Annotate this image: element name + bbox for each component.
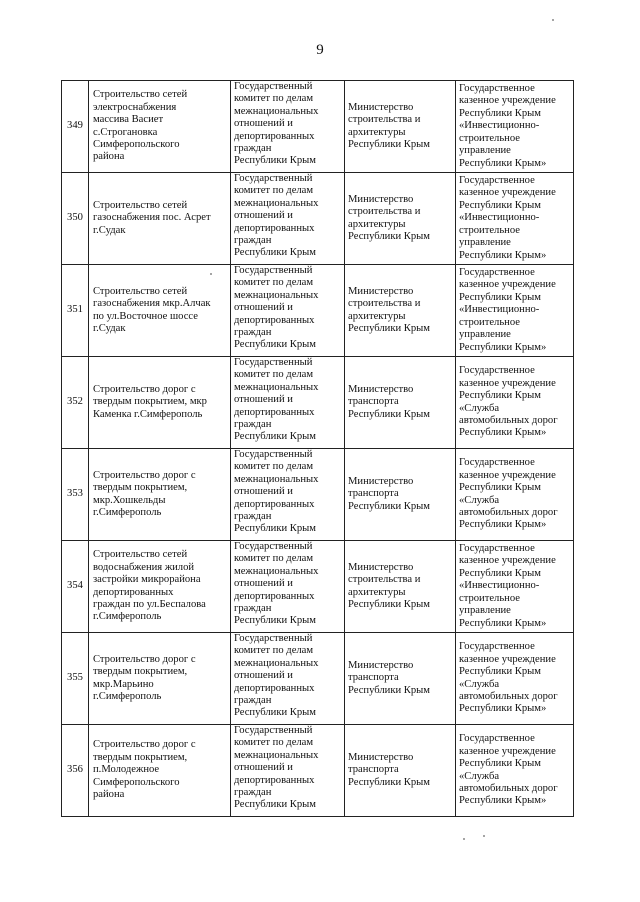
cell-text-line: Республики Крым <box>234 523 316 535</box>
cell-text-line: граждан по ул.Беспалова <box>93 598 206 610</box>
cell-text-line: строительства и <box>348 114 421 126</box>
cell-text-line: архитектуры <box>348 126 406 138</box>
cell-text-line: казенное учреждение <box>459 555 556 567</box>
cell-text-line: Республики Крым» <box>459 427 547 439</box>
cell-text-line: казенное учреждение <box>459 469 556 481</box>
row-number-cell: 353 <box>62 449 89 541</box>
cell-text-line: Министерство <box>348 659 414 671</box>
cell-text-line: Строительство дорог с <box>93 739 196 751</box>
cell-text-line: граждан <box>234 327 272 339</box>
executor-cell <box>456 449 574 541</box>
cell-text-line: Строительство сетей <box>93 89 188 101</box>
cell-text-line: казенное учреждение <box>459 377 556 389</box>
cell-text-line: Министерство <box>348 193 414 205</box>
cell-text-line: «Инвестиционно- <box>459 580 540 592</box>
cell-text-line: депортированных <box>234 314 315 326</box>
cell-text-line: Государственное <box>459 83 535 95</box>
customer-cell <box>231 725 345 817</box>
cell-text-line: Республики Крым <box>459 567 541 579</box>
cell-text-line: депортированных <box>234 222 315 234</box>
cell-text-line: архитектуры <box>348 218 406 230</box>
customer-cell <box>231 449 345 541</box>
cell-text-line: Республики Крым <box>459 666 541 678</box>
cell-text-line: строительства и <box>348 574 421 586</box>
cell-text-line: твердым покрытием, <box>93 482 188 494</box>
cell-text-line: Министерство <box>348 101 414 113</box>
table-body <box>62 81 574 817</box>
cell-text-line: г.Судак <box>93 322 126 334</box>
table-row <box>62 173 574 265</box>
cell-text-line: межнациональных <box>234 657 319 669</box>
cell-text-line: транспорта <box>348 488 399 500</box>
cell-text-line: Республики Крым <box>234 339 316 351</box>
cell-text-line: депортированных <box>234 130 315 142</box>
cell-text-line: мкр.Хошкельды <box>93 494 166 506</box>
cell-text-line: застройки микрорайона <box>93 574 201 586</box>
cell-text-line: межнациональных <box>234 105 319 117</box>
cell-text-line: Государственный <box>234 173 313 184</box>
row-number-cell: 356 <box>62 725 89 817</box>
cell-text-line: отношений и <box>234 118 293 130</box>
cell-text-line: комитет по делам <box>234 645 314 657</box>
table-row <box>62 633 574 725</box>
cell-text-line: Республики Крым <box>459 291 541 303</box>
cell-text-line: управление <box>459 329 511 341</box>
cell-text-line: комитет по делам <box>234 93 314 105</box>
cell-text-line: комитет по делам <box>234 185 314 197</box>
cell-text-line: межнациональных <box>234 565 319 577</box>
cell-text-line: межнациональных <box>234 749 319 761</box>
cell-text-line: Государственный <box>234 633 313 644</box>
scan-speck <box>552 19 554 21</box>
cell-text-line: строительное <box>459 224 520 236</box>
executor-cell <box>456 265 574 357</box>
cell-text-line: Строительство сетей <box>93 549 188 561</box>
cell-text-line: комитет по делам <box>234 553 314 565</box>
object-cell <box>89 357 231 449</box>
executor-cell <box>456 173 574 265</box>
cell-text-line: Республики Крым <box>459 390 541 402</box>
cell-text-line: Республики Крым <box>234 155 316 167</box>
cell-text-line: «Служба <box>459 494 500 506</box>
cell-text-line: строительное <box>459 316 520 328</box>
cell-text-line: управление <box>459 145 511 157</box>
cell-text-line: Государственный <box>234 81 313 92</box>
cell-text-line: Республики Крым <box>234 247 316 259</box>
cell-text-line: «Инвестиционно- <box>459 304 540 316</box>
cell-text-line: депортированных <box>234 406 315 418</box>
cell-text-line: Республики Крым <box>348 776 430 788</box>
ministry-cell <box>345 173 456 265</box>
cell-text-line: Государственный <box>234 541 313 552</box>
cell-text-line: отношений и <box>234 486 293 498</box>
cell-text-line: Республики Крым <box>348 500 430 512</box>
cell-text-line: управление <box>459 237 511 249</box>
cell-text-line: Республики Крым» <box>459 519 547 531</box>
cell-text-line: Государственный <box>234 449 313 460</box>
cell-text-line: Республики Крым» <box>459 703 547 715</box>
cell-text-line: Симферопольского <box>93 776 180 788</box>
cell-text-line: Государственный <box>234 725 313 736</box>
cell-text-line: Министерство <box>348 475 414 487</box>
cell-text-line: отношений и <box>234 302 293 314</box>
cell-text-line: Республики Крым <box>234 615 316 627</box>
cell-text-line: Министерство <box>348 383 414 395</box>
cell-text-line: Республики Крым <box>234 431 316 443</box>
ministry-cell <box>345 265 456 357</box>
cell-text-line: Республики Крым <box>348 230 430 242</box>
table-row <box>62 357 574 449</box>
cell-text-line: комитет по делам <box>234 369 314 381</box>
cell-text-line: твердым покрытием, мкр <box>93 396 207 408</box>
cell-text-line: г.Симферополь <box>93 611 162 623</box>
object-cell <box>89 541 231 633</box>
row-number-cell: 349 <box>62 81 89 173</box>
object-cell <box>89 449 231 541</box>
cell-text-line: г.Симферополь <box>93 506 162 518</box>
cell-text-line: межнациональных <box>234 289 319 301</box>
cell-text-line: Государственное <box>459 457 535 469</box>
cell-text-line: архитектуры <box>348 310 406 322</box>
cell-text-line: отношений и <box>234 394 293 406</box>
cell-text-line: Республики Крым <box>459 482 541 494</box>
cell-text-line: отношений и <box>234 210 293 222</box>
cell-text-line: строительства и <box>348 206 421 218</box>
cell-text-line: казенное учреждение <box>459 745 556 757</box>
ministry-cell <box>345 357 456 449</box>
cell-text-line: транспорта <box>348 396 399 408</box>
row-number-cell: 352 <box>62 357 89 449</box>
cell-text-line: Республики Крым <box>348 408 430 420</box>
cell-text-line: граждан <box>234 695 272 707</box>
object-cell <box>89 265 231 357</box>
cell-text-line: Министерство <box>348 751 414 763</box>
cell-text-line: отношений и <box>234 670 293 682</box>
cell-text-line: Министерство <box>348 285 414 297</box>
ministry-cell <box>345 633 456 725</box>
table-row <box>62 725 574 817</box>
executor-cell <box>456 633 574 725</box>
cell-text-line: отношений и <box>234 578 293 590</box>
cell-text-line: г.Симферополь <box>93 690 162 702</box>
scan-speck <box>483 835 485 837</box>
cell-text-line: Республики Крым» <box>459 617 547 629</box>
cell-text-line: по ул.Восточное шоссе <box>93 310 198 322</box>
cell-text-line: казенное учреждение <box>459 279 556 291</box>
cell-text-line: Министерство <box>348 561 414 573</box>
cell-text-line: Республики Крым <box>459 107 541 119</box>
scan-speck <box>463 838 465 840</box>
customer-cell <box>231 173 345 265</box>
cell-text-line: управление <box>459 605 511 617</box>
cell-text-line: граждан <box>234 511 272 523</box>
cell-text-line: мкр.Марьино <box>93 678 154 690</box>
cell-text-line: твердым покрытием, <box>93 666 188 678</box>
table-row <box>62 265 574 357</box>
cell-text-line: Республики Крым» <box>459 341 547 353</box>
cell-text-line: района <box>93 151 125 163</box>
cell-text-line: автомобильных дорог <box>459 506 558 518</box>
cell-text-line: архитектуры <box>348 586 406 598</box>
cell-text-line: Государственный <box>234 265 313 276</box>
cell-text-line: граждан <box>234 143 272 155</box>
cell-text-line: Государственное <box>459 175 535 187</box>
cell-text-line: депортированных <box>234 774 315 786</box>
object-cell <box>89 633 231 725</box>
cell-text-line: граждан <box>234 603 272 615</box>
cell-text-line: массива Васиет <box>93 114 164 126</box>
cell-text-line: транспорта <box>348 764 399 776</box>
cell-text-line: автомобильных дорог <box>459 782 558 794</box>
cell-text-line: Республики Крым» <box>459 795 547 807</box>
cell-text-line: комитет по делам <box>234 737 314 749</box>
row-number-cell: 350 <box>62 173 89 265</box>
table-row <box>62 541 574 633</box>
cell-text-line: электроснабжения <box>93 101 177 113</box>
cell-text-line: казенное учреждение <box>459 187 556 199</box>
cell-text-line: Республики Крым <box>348 322 430 334</box>
cell-text-line: межнациональных <box>234 473 319 485</box>
cell-text-line: Строительство сетей <box>93 285 188 297</box>
cell-text-line: Государственное <box>459 267 535 279</box>
customer-cell <box>231 633 345 725</box>
executor-cell <box>456 541 574 633</box>
customer-cell <box>231 357 345 449</box>
cell-text-line: Государственное <box>459 543 535 555</box>
cell-text-line: Республики Крым <box>234 707 316 719</box>
row-number-cell: 355 <box>62 633 89 725</box>
ministry-cell <box>345 81 456 173</box>
cell-text-line: Каменка г.Симферополь <box>93 408 203 420</box>
cell-text-line: Государственное <box>459 365 535 377</box>
cell-text-line: Симферопольского <box>93 138 180 150</box>
cell-text-line: твердым покрытием, <box>93 751 188 763</box>
row-number-cell: 351 <box>62 265 89 357</box>
cell-text-line: строительное <box>459 592 520 604</box>
cell-text-line: межнациональных <box>234 197 319 209</box>
registry-table <box>61 80 574 817</box>
customer-cell <box>231 541 345 633</box>
cell-text-line: Республики Крым <box>348 684 430 696</box>
cell-text-line: п.Молодежное <box>93 764 160 776</box>
cell-text-line: Республики Крым <box>348 598 430 610</box>
cell-text-line: Строительство дорог с <box>93 653 196 665</box>
cell-text-line: граждан <box>234 419 272 431</box>
cell-text-line: с.Строгановка <box>93 126 158 138</box>
cell-text-line: депортированных <box>234 498 315 510</box>
cell-text-line: Республики Крым <box>459 758 541 770</box>
cell-text-line: казенное учреждение <box>459 95 556 107</box>
cell-text-line: граждан <box>234 235 272 247</box>
cell-text-line: Республики Крым» <box>459 249 547 261</box>
cell-text-line: Строительство дорог с <box>93 469 196 481</box>
row-number-cell: 354 <box>62 541 89 633</box>
cell-text-line: «Служба <box>459 770 500 782</box>
cell-text-line: депортированных <box>93 586 174 598</box>
cell-text-line: межнациональных <box>234 381 319 393</box>
executor-cell <box>456 357 574 449</box>
customer-cell <box>231 81 345 173</box>
customer-cell <box>231 265 345 357</box>
cell-text-line: Строительство дорог с <box>93 383 196 395</box>
cell-text-line: Государственное <box>459 641 535 653</box>
cell-text-line: депортированных <box>234 590 315 602</box>
cell-text-line: Республики Крым» <box>459 157 547 169</box>
cell-text-line: «Инвестиционно- <box>459 212 540 224</box>
cell-text-line: Республики Крым <box>459 199 541 211</box>
cell-text-line: автомобильных дорог <box>459 414 558 426</box>
cell-text-line: Государственный <box>234 357 313 368</box>
cell-text-line: «Служба <box>459 678 500 690</box>
cell-text-line: газоснабжения пос. Асрет <box>93 212 211 224</box>
cell-text-line: газоснабжения мкр.Алчак <box>93 298 211 310</box>
table-row <box>62 81 574 173</box>
cell-text-line: «Инвестиционно- <box>459 120 540 132</box>
cell-text-line: «Служба <box>459 402 500 414</box>
cell-text-line: комитет по делам <box>234 277 314 289</box>
cell-text-line: Государственное <box>459 733 535 745</box>
cell-text-line: г.Судак <box>93 224 126 236</box>
executor-cell <box>456 81 574 173</box>
cell-text-line: Республики Крым <box>234 799 316 811</box>
cell-text-line: казенное учреждение <box>459 653 556 665</box>
cell-text-line: района <box>93 789 125 801</box>
object-cell <box>89 725 231 817</box>
scan-speck <box>210 273 212 275</box>
object-cell <box>89 173 231 265</box>
cell-text-line: депортированных <box>234 682 315 694</box>
table-row <box>62 449 574 541</box>
ministry-cell <box>345 725 456 817</box>
cell-text-line: строительства и <box>348 298 421 310</box>
cell-text-line: Строительство сетей <box>93 199 188 211</box>
cell-text-line: Республики Крым <box>348 138 430 150</box>
cell-text-line: строительное <box>459 132 520 144</box>
ministry-cell <box>345 541 456 633</box>
cell-text-line: отношений и <box>234 762 293 774</box>
cell-text-line: автомобильных дорог <box>459 690 558 702</box>
object-cell <box>89 81 231 173</box>
cell-text-line: водоснабжения жилой <box>93 561 195 573</box>
cell-text-line: транспорта <box>348 672 399 684</box>
cell-text-line: граждан <box>234 787 272 799</box>
cell-text-line: комитет по делам <box>234 461 314 473</box>
ministry-cell <box>345 449 456 541</box>
executor-cell <box>456 725 574 817</box>
page-number: 9 <box>316 42 324 58</box>
